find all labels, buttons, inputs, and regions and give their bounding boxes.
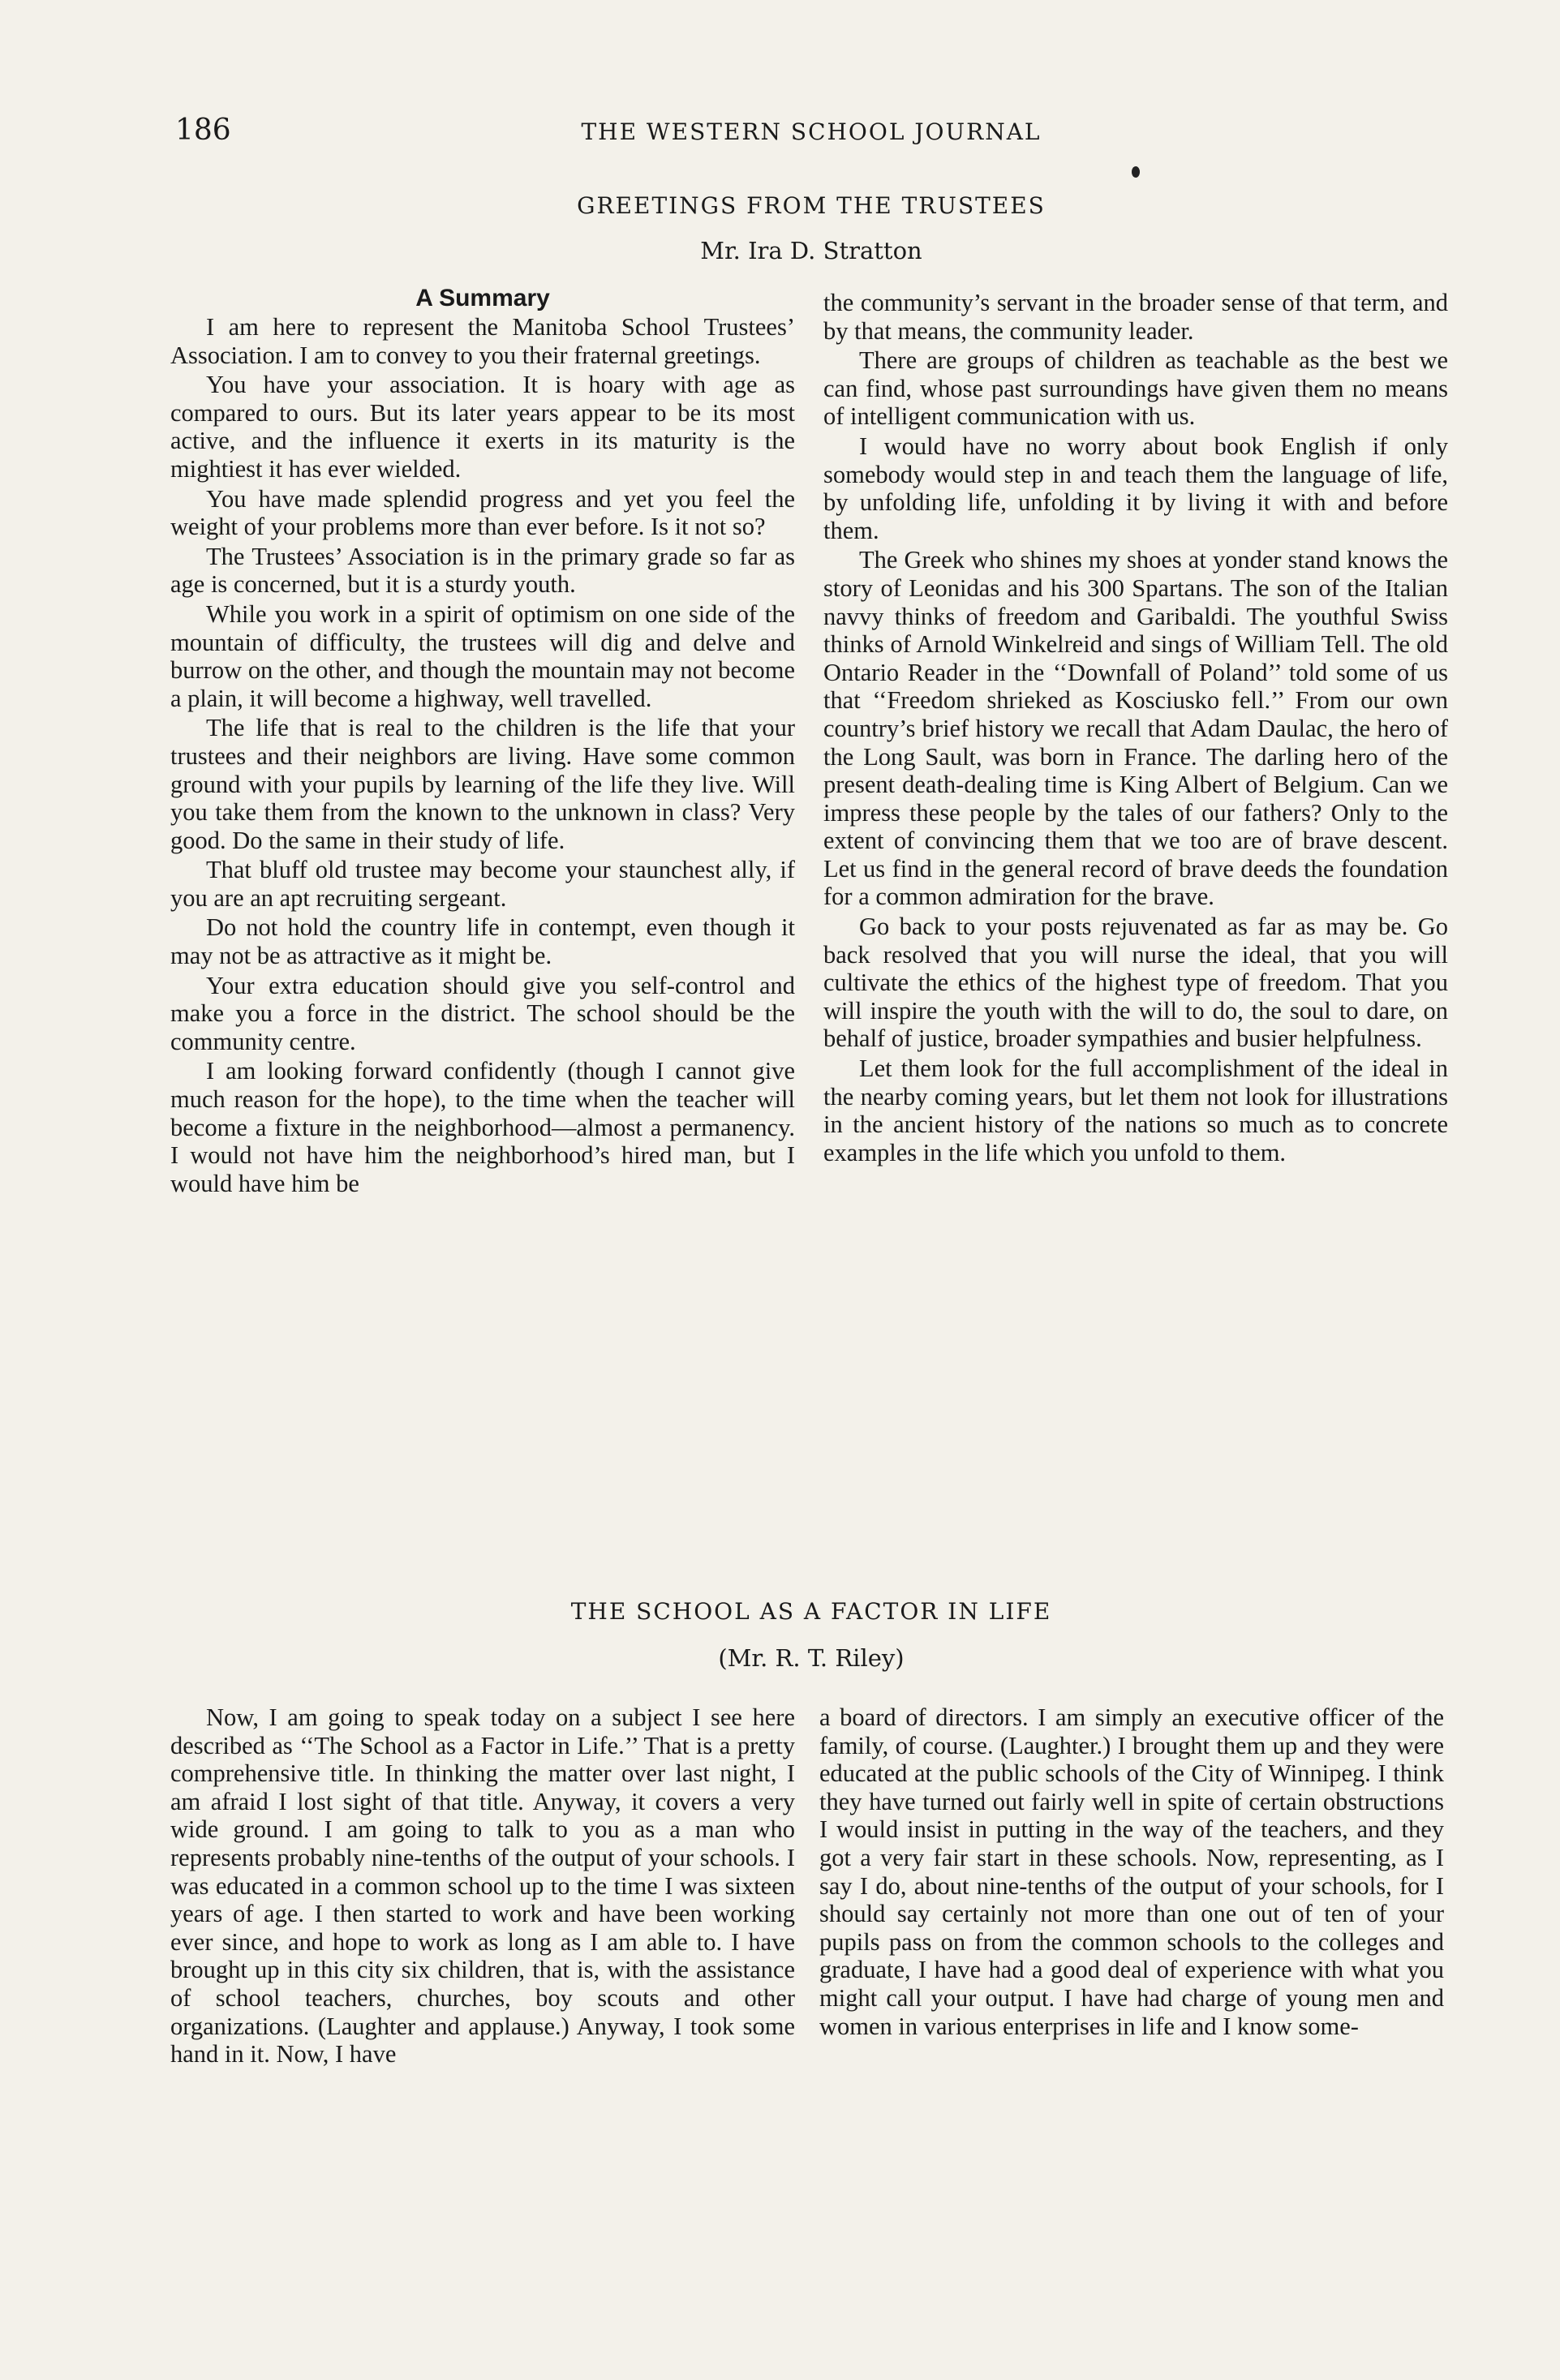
- article-author-riley: (Mr. R. T. Riley): [718, 1644, 905, 1672]
- article2-right-column: [819, 1703, 1444, 2042]
- paragraph: The Trustees’ Association is in the primary grade so far as age is concerned, but it is a sturdy youth.: [170, 542, 795, 599]
- paragraph: You have made splendid progress and yet you feel the weight of your problems more than ever before. Is it not so?: [170, 484, 795, 541]
- paragraph: The Greek who shines my shoes at yonder stand knows the story of Leonidas and his 300 Spartans. The son of the Italian navvy thinks of freedom and Garibaldi. The youthful Swiss thinks of Arnold Winkelreid and sings of William Tell. The old Ontario Reader in the ‘‘Downfall of Poland’’ told some of us that ‘‘Freedom shrieked as Kosciusko fell.’’ From our own country’s brief history we recall that Adam Daulac, the hero of the Long Sault, was born in France. The darling hero of the present death-dealing time is King Albert of Belgium. Can we impress these people by the tales of our fathers? Only to the extent of convincing them that we too are of brave descent. Let us find in the general record of brave deeds the foundation for a common admiration for the brave.: [823, 546, 1448, 911]
- paragraph: Let them look for the full accomplishment of the ideal in the nearby coming years, but let them not look for illustrations in the ancient history of the nations so much as to concrete examples in the life which you unfold to them.: [823, 1055, 1448, 1166]
- paragraph: Do not hold the country life in contempt, even though it may not be as attractive as it might be.: [170, 913, 795, 970]
- paragraph: I am here to represent the Manitoba School Trustees’ Association. I am to convey to you their fraternal greetings.: [170, 313, 795, 369]
- paragraph: Now, I am going to speak today on a subject I see here described as ‘‘The School as a Factor in Life.’’ That is a pretty comprehensive title. In thinking the matter over last night, I am afraid I lost sight of that title. Anyway, it covers a very wide ground. I am going to talk to you as a man who represents probably nine-tenths of the output of your schools. I was educated in a common school up to the time I was sixteen years of age. I then started to work and have been working ever since, and hope to work as long as I am able to. I have brought up in this city six children, that is, with the assistance of school teachers, churches, boy scouts and other organizations. (Laughter and applause.) Anyway, I took some hand in it. Now, I have: [170, 1703, 795, 2069]
- article-title-school-factor: THE SCHOOL AS A FACTOR IN LIFE: [570, 1598, 1052, 1625]
- paragraph-continued: a board of directors. I am simply an executive officer of the family, of course. (Laughter.) I brought them up and they were educated at the public schools of the City of Winnipeg. I think they have turned out fairly well in spite of certain obstructions I would insist in putting in the way of the teachers, and they got a very fair start in these schools. Now, representing, as I say I do, about nine-tenths of the output of your schools, for I should say certainly not more than one out of ten of your pupils pass on from the common schools to the colleges and graduate, I have had a good deal of experience with what you might call your output. I have had charge of young men and women in various enterprises in life and I know some-: [819, 1703, 1444, 2040]
- article2-left-column: [170, 1703, 795, 2070]
- paragraph: While you work in a spirit of optimism on one side of the mountain of difficulty, the trustees will dig and delve and burrow on the other, and though the mountain may not become a plain, it will become a highway, well travelled.: [170, 599, 795, 712]
- paragraph: Your extra education should give you self-control and make you a force in the district. The school should be the community centre.: [170, 971, 795, 1055]
- running-header: [170, 114, 1452, 154]
- paragraph: That bluff old trustee may become your staunchest ally, if you are an apt recruiting sergeant.: [170, 856, 795, 912]
- ink-spot: [1132, 166, 1140, 178]
- subheading-summary: A Summary: [415, 285, 550, 311]
- article1-left-column: [170, 284, 795, 1199]
- paragraph: The life that is real to the children is the life that your trustees and their neighbors are living. Have some common ground with your pupils by learning of the life they live. Will you take them from the known to the unknown in class? Very good. Do the same in their study of life.: [170, 714, 795, 854]
- paragraph: You have your association. It is hoary with age as compared to ours. But its later years appear to be its most active, and the influence it exerts in its maturity is the mightiest it has ever wielded.: [170, 371, 795, 483]
- article-author-stratton: Mr. Ira D. Stratton: [700, 237, 922, 264]
- article-title-greetings: GREETINGS FROM THE TRUSTEES: [577, 192, 1046, 219]
- paragraph: There are groups of children as teachable as the best we can find, whose past surroundings have given them no means of intelligent communication with us.: [823, 346, 1448, 431]
- journal-title: THE WESTERN SCHOOL JOURNAL: [581, 118, 1042, 145]
- article1-right-column: [823, 289, 1448, 1168]
- paragraph: Go back to your posts rejuvenated as far as may be. Go back resolved that you will nurse the ideal, that you will cultivate the ethics of the highest type of freedom. That you will inspire the youth with the will to do, the soul to dare, on behalf of justice, broader sympathies and busier helpfulness.: [823, 913, 1448, 1053]
- page-number: 186: [175, 114, 231, 147]
- paragraph: I would have no worry about book English if only somebody would step in and teach them the language of life, by unfolding life, unfolding it by living it with and before them.: [823, 432, 1448, 544]
- paragraph: I am looking forward confidently (though I cannot give much reason for the hope), to the time when the teacher will become a fixture in the neighborhood—almost a permanency. I would not have him the neighborhood’s hired man, but I would have him be: [170, 1057, 795, 1197]
- paragraph-continued: the community’s servant in the broader sense of that term, and by that means, the community leader.: [823, 289, 1448, 345]
